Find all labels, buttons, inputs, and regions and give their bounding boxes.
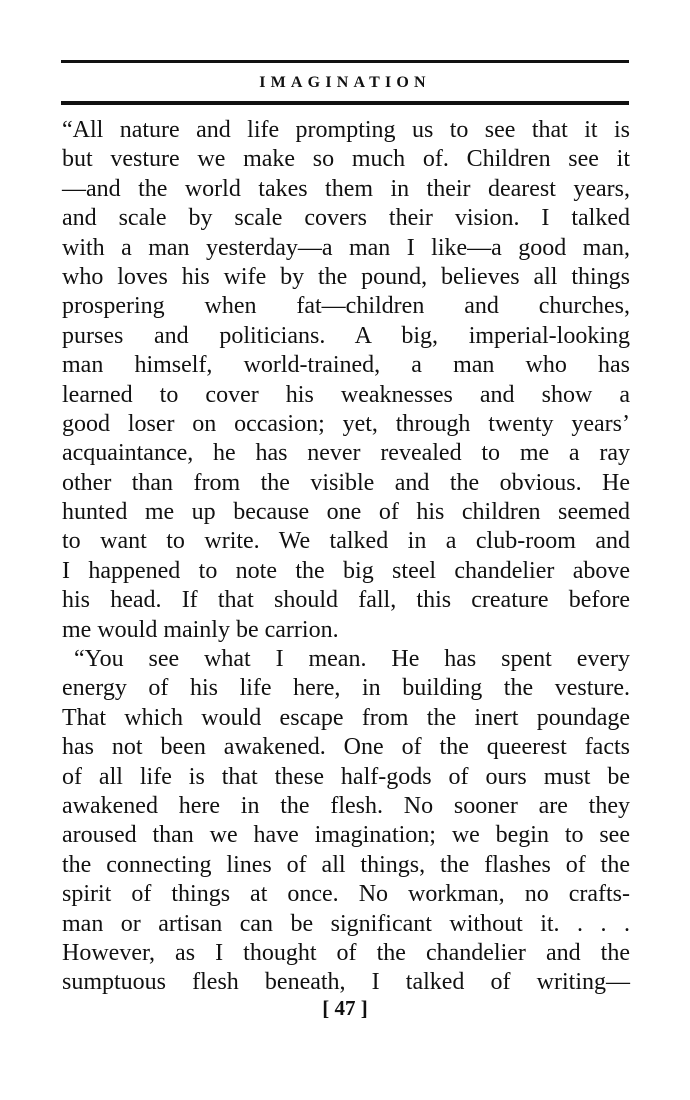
text-line: who loves his wife by the pound, believes all things	[62, 263, 630, 290]
text-line: other than from the visible and the obvious. He	[62, 469, 630, 496]
text-line: sumptuous flesh beneath, I talked of writing—	[62, 969, 630, 996]
text-line: awakened here in the flesh. No sooner are they	[62, 792, 630, 819]
text-line: That which would escape from the inert poundage	[62, 704, 630, 731]
text-line: learned to cover his weaknesses and show a	[62, 381, 630, 408]
paragraph	[62, 645, 630, 998]
text-line: purses and politicians. A big, imperial-looking	[62, 322, 630, 349]
text-line: prospering when fat—children and churches,	[62, 293, 630, 320]
text-line: good loser on occasion; yet, through twenty years’	[62, 410, 630, 437]
text-line: to want to write. We talked in a club-room and	[62, 528, 630, 555]
header-rule-top	[61, 60, 629, 63]
text-line: has not been awakened. One of the queerest facts	[62, 734, 630, 761]
page-number: [ 47 ]	[322, 996, 368, 1020]
text-line: spirit of things at once. No workman, no crafts-	[62, 881, 630, 908]
text-line: I happened to note the big steel chandelier above	[62, 557, 630, 584]
text-line: the connecting lines of all things, the flashes of the	[62, 851, 630, 878]
text-line: man or artisan can be significant without it. . . .	[62, 910, 630, 937]
text-line: hunted me up because one of his children seemed	[62, 499, 630, 526]
text-line: his head. If that should fall, this creature before	[62, 587, 630, 614]
text-line: with a man yesterday—a man I like—a good man,	[62, 234, 630, 261]
body-text	[62, 116, 630, 998]
text-line: However, as I thought of the chandelier and the	[62, 939, 630, 966]
text-line: man himself, world-trained, a man who has	[62, 352, 630, 379]
text-line: energy of his life here, in building the vesture.	[62, 675, 630, 702]
text-line: —and the world takes them in their dearest years,	[62, 175, 630, 202]
running-head-title: IMAGINATION	[259, 74, 431, 91]
text-line: “All nature and life prompting us to see that it is	[62, 117, 630, 143]
header-rule-bottom	[61, 101, 629, 105]
paragraph	[62, 116, 630, 645]
text-line: and scale by scale covers their vision. I talked	[62, 205, 630, 232]
text-line: aroused than we have imagination; we begin to see	[62, 822, 630, 849]
text-line: acquaintance, he has never revealed to me a ray	[62, 440, 630, 467]
text-line: but vesture we make so much of. Children see it	[62, 146, 630, 173]
text-line: me would mainly be carrion.	[62, 616, 339, 643]
text-line: of all life is that these half-gods of ours must be	[62, 763, 630, 790]
text-line: “You see what I mean. He has spent every	[74, 646, 630, 673]
